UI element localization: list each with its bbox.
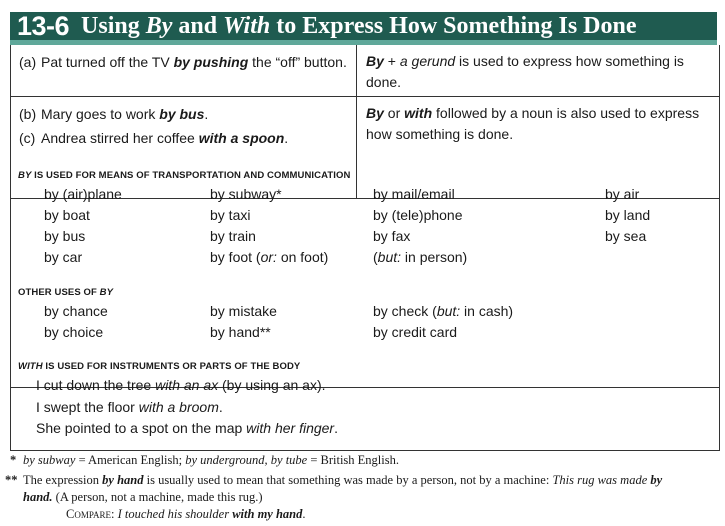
list-item: by hand** bbox=[210, 324, 271, 340]
list-item: by mistake bbox=[210, 303, 277, 319]
other-by-heading: OTHER USES OF BY bbox=[18, 287, 114, 298]
with-example-2: I swept the floor with a broom. bbox=[36, 399, 223, 415]
list-item: by check (but: in cash) bbox=[373, 303, 514, 319]
list-item: by bus bbox=[44, 228, 86, 244]
explanation-noun: By or with followed by a noun is also used to express how something is done. bbox=[366, 105, 700, 142]
list-item: by car bbox=[44, 249, 83, 265]
list-item: by boat bbox=[44, 207, 90, 223]
chart-title: Using By and With to Express How Something Is Done bbox=[81, 12, 637, 39]
footnote-1: * by subway = American English; by underground, by tube = British English. bbox=[10, 453, 399, 467]
by-transport-col-1 bbox=[44, 184, 122, 268]
with-example-1: I cut down the tree with an ax (by using an ax). bbox=[36, 377, 326, 393]
list-item: by air bbox=[605, 186, 640, 202]
list-item: by (air)plane bbox=[44, 186, 122, 202]
list-item: by subway* bbox=[210, 186, 282, 202]
example-c: (c) Andrea stirred her coffee with a spoon. bbox=[19, 130, 289, 146]
list-item: by sea bbox=[605, 228, 647, 244]
chart-number: 13-6 bbox=[17, 10, 70, 41]
example-a: (a) Pat turned off the TV by pushing the “off” button. bbox=[19, 54, 347, 70]
by-transport-col-3 bbox=[373, 184, 467, 268]
by-transport-col-4 bbox=[605, 184, 650, 247]
list-item: by land bbox=[605, 207, 651, 223]
other-by-col-3 bbox=[373, 301, 513, 343]
list-item: by train bbox=[210, 228, 256, 244]
by-section-heading: BY IS USED FOR MEANS OF TRANSPORTATION AND COMMUNICATION bbox=[18, 170, 351, 181]
footnote-compare: Compare: I touched his shoulder with my hand. bbox=[66, 507, 306, 521]
list-item: by (tele)phone bbox=[373, 207, 463, 223]
list-item: by taxi bbox=[210, 207, 251, 223]
other-by-col-1 bbox=[44, 301, 108, 343]
footnote-2: ** The expression by hand is usually used to mean that something was made by a person, not by a machine: This rug was made by bbox=[5, 473, 663, 487]
list-item: by choice bbox=[44, 324, 104, 340]
row-gerund bbox=[11, 45, 719, 97]
with-section-heading: WITH IS USED FOR INSTRUMENTS OR PARTS OF THE BODY bbox=[18, 361, 301, 372]
list-item: by mail/email bbox=[373, 186, 455, 202]
list-item: by fax bbox=[373, 228, 411, 244]
list-item: by chance bbox=[44, 303, 108, 319]
example-b: (b) Mary goes to work by bus. bbox=[19, 106, 209, 122]
list-item: (but: in person) bbox=[373, 249, 468, 265]
footnote-2-cont: hand. (A person, not a machine, made this rug.) bbox=[23, 490, 263, 504]
other-by-col-2 bbox=[210, 301, 277, 343]
with-example-3: She pointed to a spot on the map with her finger. bbox=[36, 420, 338, 436]
explanation-gerund: By + a gerund is used to express how something is done. bbox=[366, 53, 684, 90]
list-item: by foot (or: on foot) bbox=[210, 249, 329, 265]
by-transport-col-2 bbox=[210, 184, 328, 268]
list-item: by credit card bbox=[373, 324, 458, 340]
chart-header bbox=[10, 12, 717, 45]
